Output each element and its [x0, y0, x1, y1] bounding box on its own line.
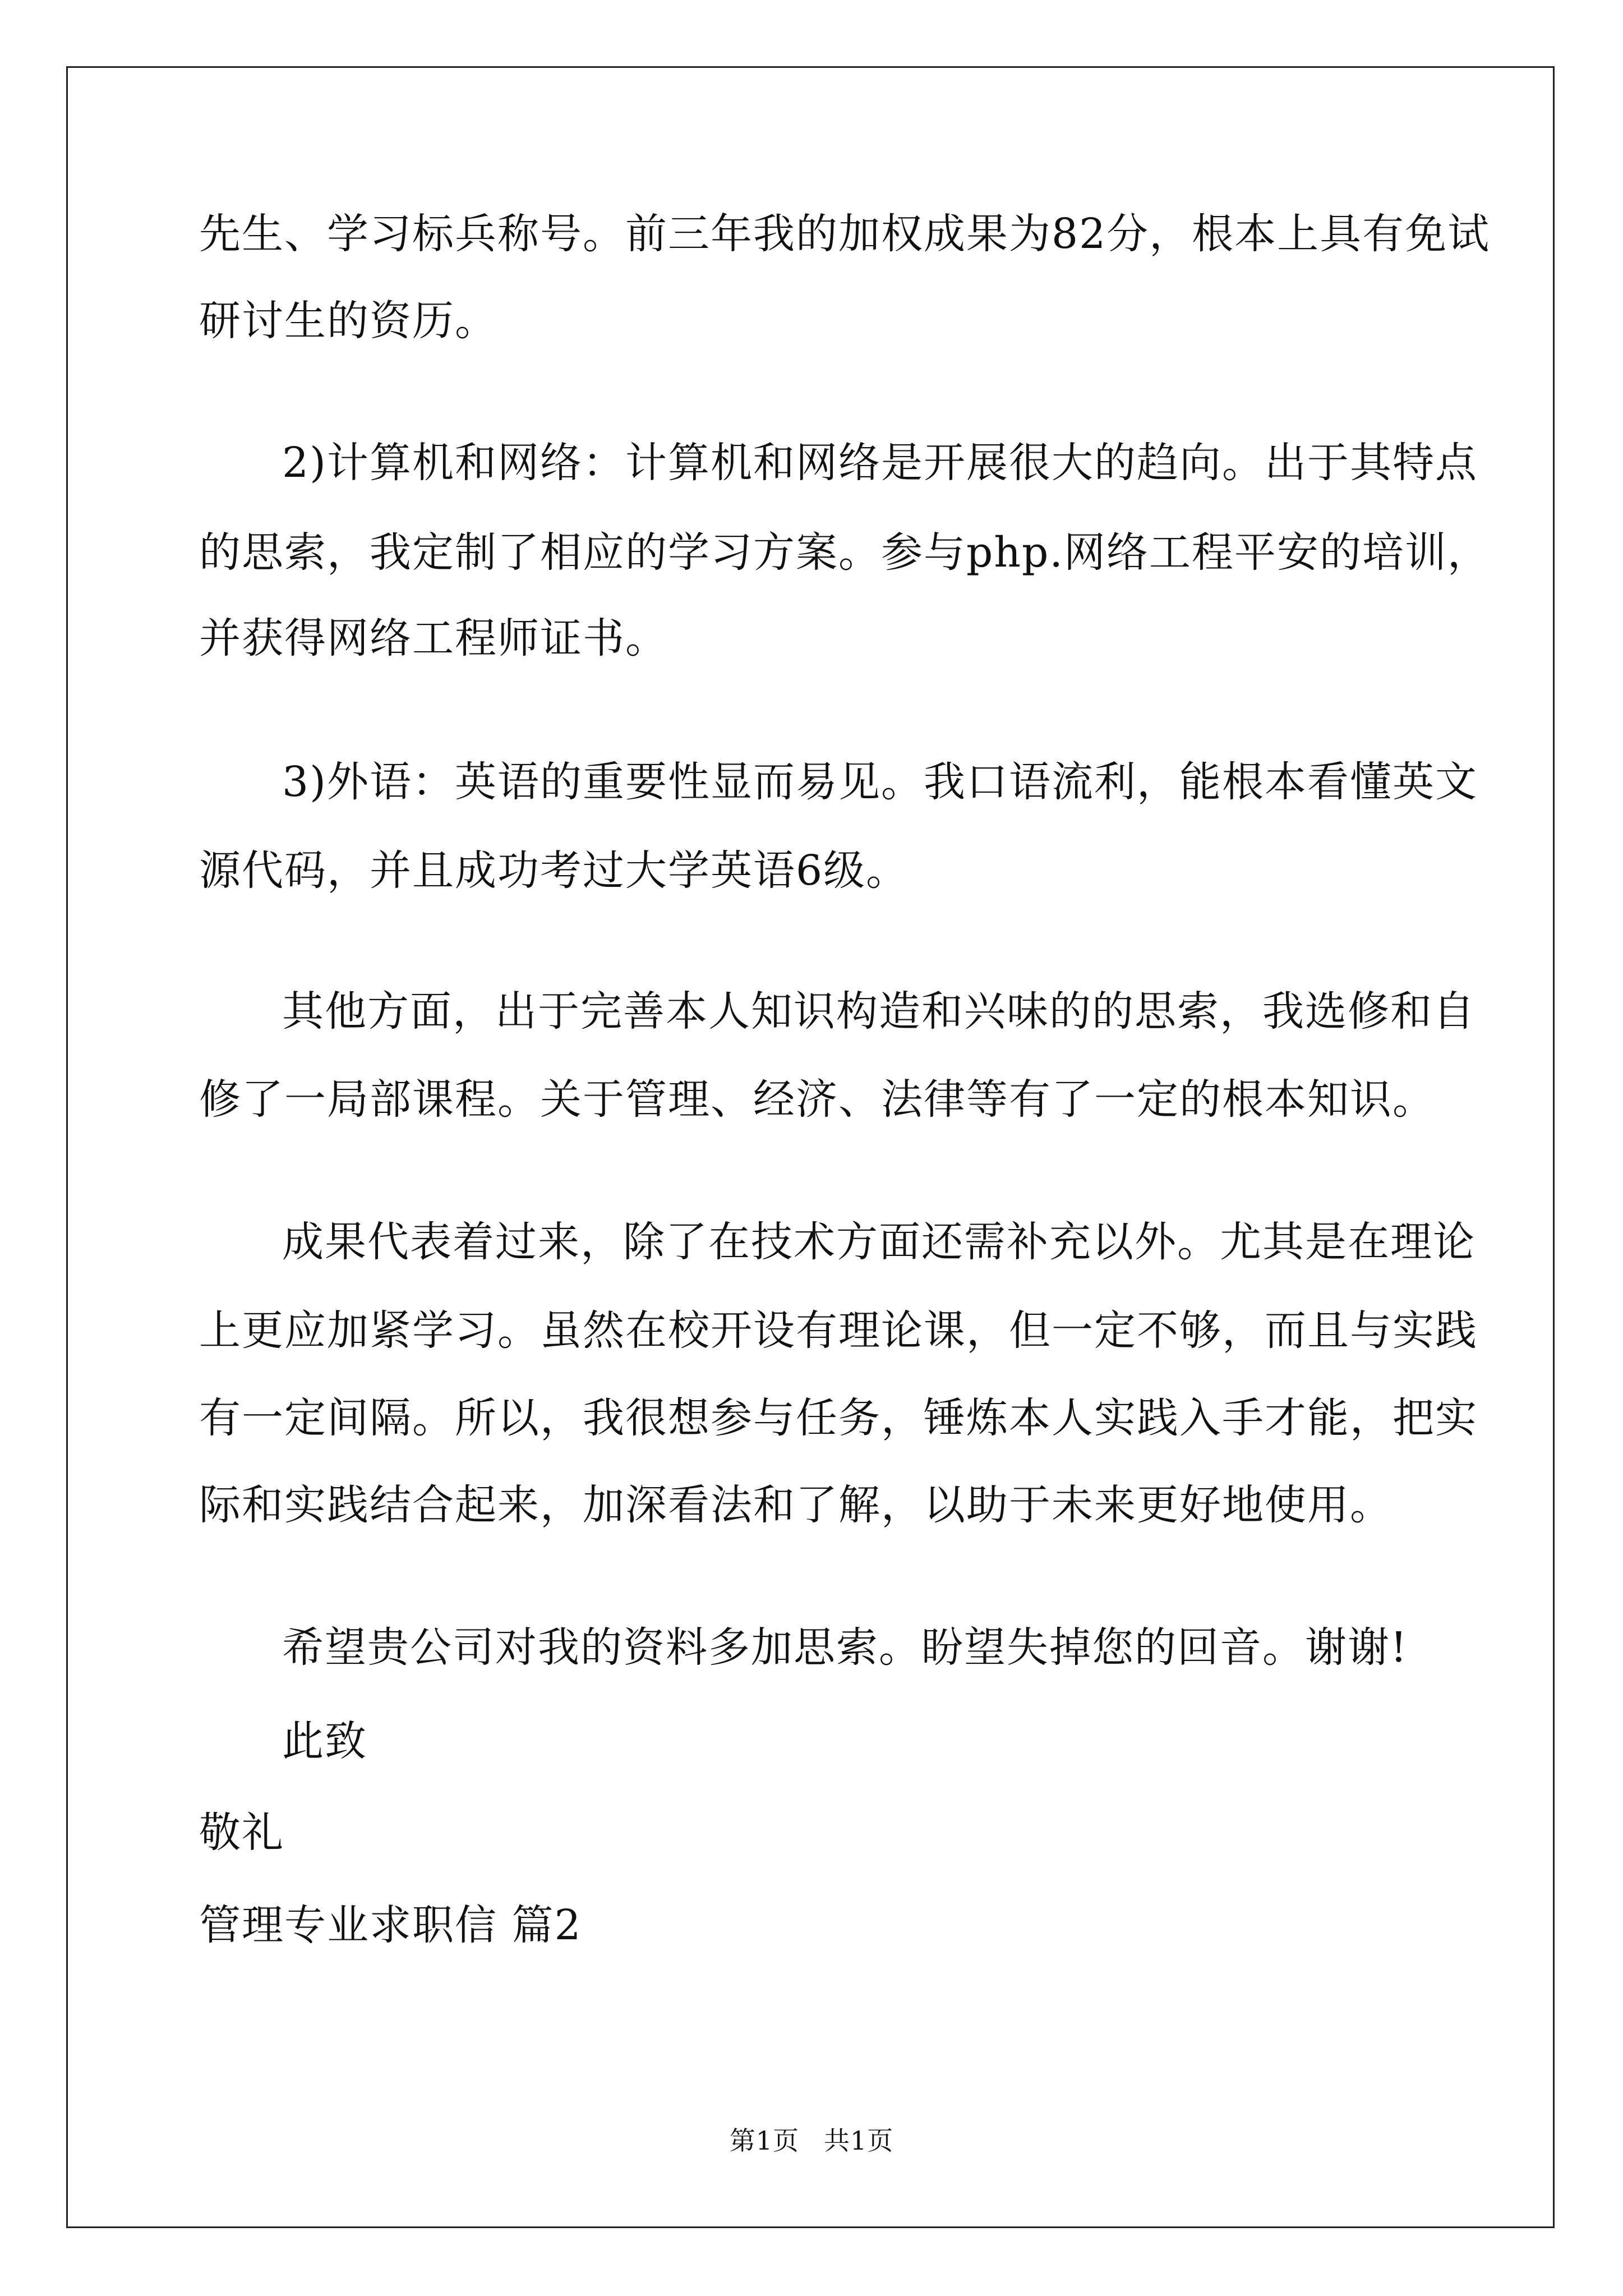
- text-line: 其他方面，出于完善本人知识构造和兴味的的思索，我选修和自: [282, 987, 1476, 1036]
- page-total: 共1页: [824, 2125, 894, 2156]
- text-line: 源代码，并且成功考过大学英语6级。: [199, 846, 909, 895]
- text-line: 2)计算机和网络：计算机和网络是开展很大的趋向。出于其特点: [282, 439, 1478, 487]
- text-line: 并获得网络工程师证书。: [199, 614, 668, 662]
- text-line: 3)外语：英语的重要性显而易见。我口语流利，能根本看懂英文: [282, 758, 1478, 806]
- text-line: 成果代表着过来，除了在技术方面还需补充以外。尤其是在理论: [282, 1218, 1476, 1266]
- text-line: 先生、学习标兵称号。前三年我的加权成果为82分，根本上具有免试: [199, 210, 1491, 258]
- text-line: 敬礼: [199, 1809, 284, 1857]
- text-line: 修了一局部课程。关于管理、经济、法律等有了一定的根本知识。: [199, 1075, 1435, 1124]
- text-line: 际和实践结合起来，加深看法和了解，以助于未来更好地使用。: [199, 1481, 1393, 1529]
- text-line: 的思索，我定制了相应的学习方案。参与php.网络工程平安的培训，: [199, 528, 1490, 577]
- text-line: 管理专业求职信 篇2: [199, 1901, 582, 1949]
- text-line: 有一定间隔。所以，我很想参与任务，锤炼本人实践入手才能，把实: [199, 1394, 1478, 1442]
- text-line: 希望贵公司对我的资料多加思索。盼望失掉您的回音。谢谢!: [282, 1623, 1408, 1672]
- text-line: 上更应加紧学习。虽然在校开设有理论课，但一定不够，而且与实践: [199, 1306, 1478, 1355]
- page-footer: [0, 2120, 1623, 2157]
- text-line: 此致: [282, 1717, 367, 1765]
- text-line: 研讨生的资历。: [199, 297, 497, 345]
- page-number: 第1页: [729, 2125, 799, 2156]
